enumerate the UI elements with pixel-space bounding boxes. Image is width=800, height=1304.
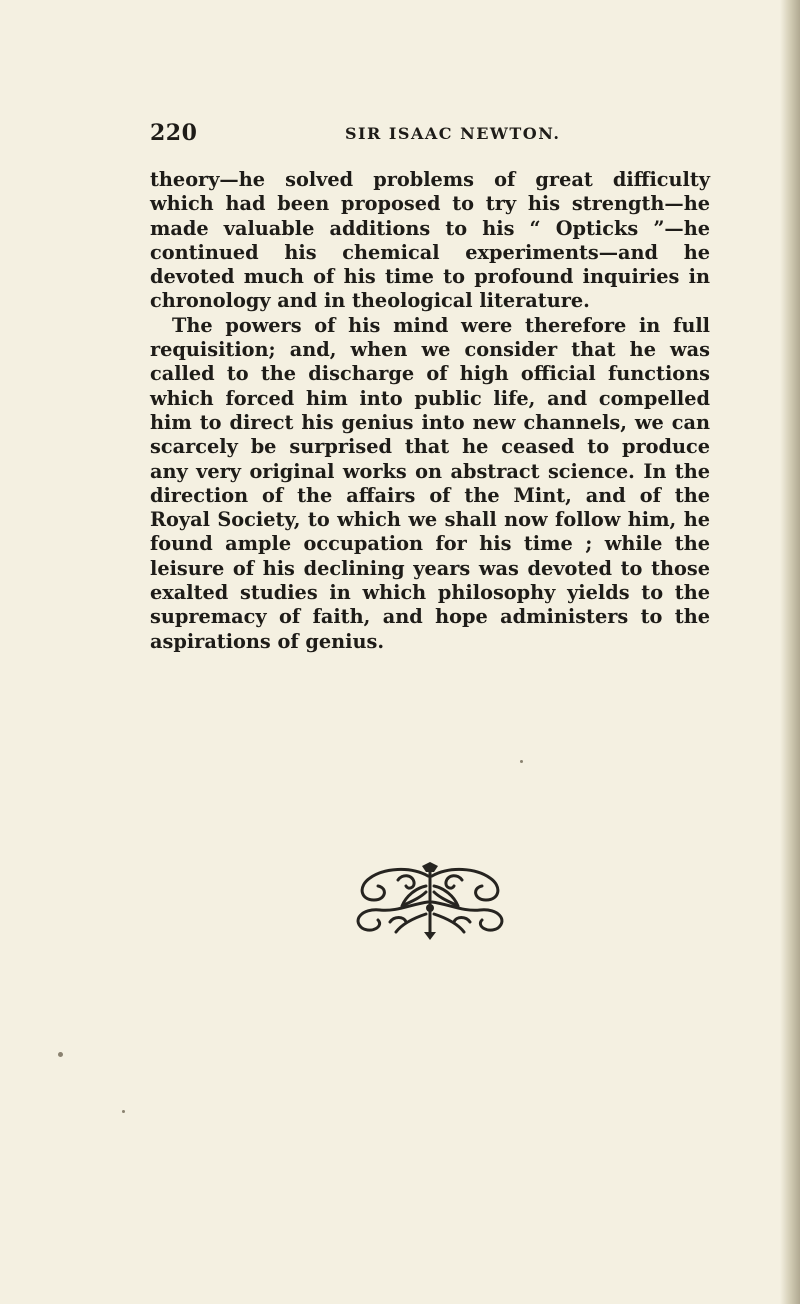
paragraph-1: theory—he solved problems of great difficulty which had been proposed to try his strength—he made valuable additions to his “ Opticks ”—he continued his chemical experiments—and he devoted much of his time to profound inquiries in chronology and in theological literature. [150,168,710,313]
paragraph-2: The powers of his mind were therefore in full requisition; and, when we consider that he was called to the discharge of high official functions which forced him into public life, and compelled him to direct his genius into new channels, we can scarcely be surprised that he ceased to produce any very original works on abstract science. In the direction of the affairs of the Mint, and of the Royal Society, to which we shall now follow him, he found ample occupation for his time ; while the leisure of his declining years was devoted to those exalted studies in which philosophy yields to the supremacy of faith, and hope administers to the aspirations of genius. [150,313,710,653]
page-speck [520,760,523,763]
body-text [150,168,710,654]
tailpiece-ornament-icon [340,862,520,940]
page-speck [122,1110,125,1113]
page-speck [58,1052,63,1057]
page-header [150,120,710,150]
running-head: SIR ISAAC NEWTON. [345,124,561,143]
page-number: 220 [150,120,198,146]
